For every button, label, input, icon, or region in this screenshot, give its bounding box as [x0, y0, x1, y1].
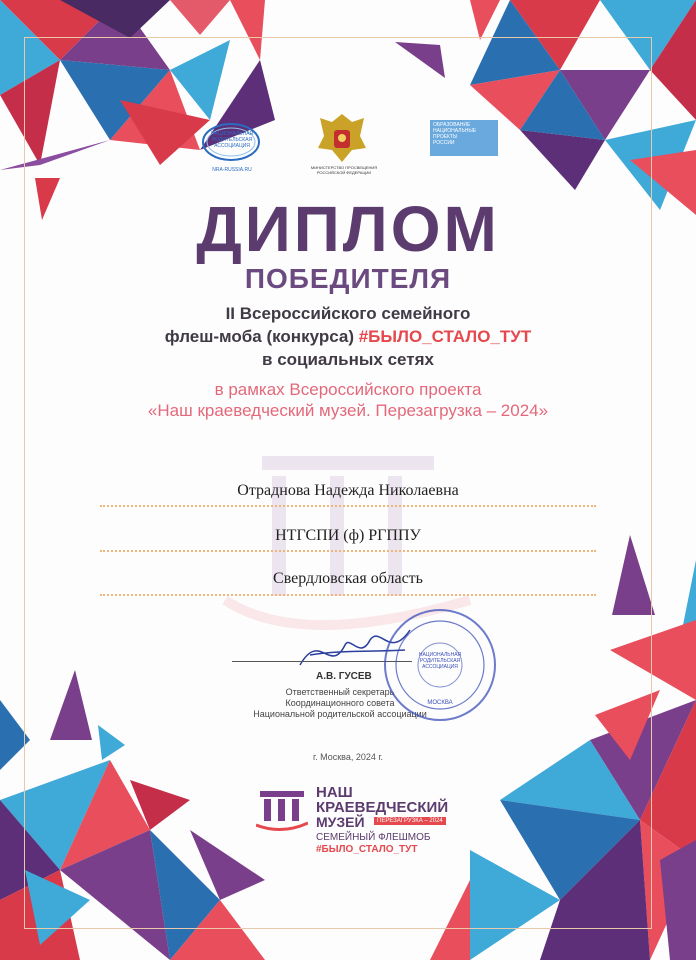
logo-line-2: КРАЕВЕДЧЕСКИЙ [316, 799, 449, 816]
seal-city: МОСКВА [427, 700, 453, 706]
signatory-name: А.В. ГУСЕВ [316, 671, 372, 682]
logo-line-1: НАШ [316, 784, 353, 801]
project-line-1: в рамках Всероссийского проекта [214, 380, 482, 399]
signatory-title-2: Координационного совета [285, 698, 395, 708]
city-date: г. Москва, 2024 г. [312, 752, 384, 762]
recipient-name: Отраднова Надежда Николаевна [237, 482, 459, 499]
event-line-2 [0, 327, 696, 347]
dotted-divider [100, 594, 596, 596]
event-line-3: в социальных сетях [262, 350, 434, 369]
logo-line-3: МУЗЕЙ [316, 814, 365, 830]
dotted-divider [100, 505, 596, 507]
signatory-title-1: Ответственный секретарь [285, 687, 395, 697]
logo-line-4: СЕМЕЙНЫЙ ФЛЕШМОБ [316, 832, 431, 843]
dotted-divider [100, 550, 596, 552]
recipient-organization: НТГСПИ (ф) РГППУ [275, 527, 421, 544]
event-hashtag: #БЫЛО_СТАЛО_ТУТ [358, 327, 532, 346]
museum-project-logo [256, 785, 456, 860]
museum-columns-icon [256, 789, 308, 833]
signatory-title-3: Национальной родительской ассоциации [253, 709, 427, 719]
ministry-emblem-icon [312, 108, 372, 188]
recipient-region: Свердловская область [273, 570, 423, 587]
logo-line-5: #БЫЛО_СТАЛО_ТУТ [316, 844, 418, 855]
logo-tag: ПЕРЕЗАГРУЗКА – 2024 [374, 817, 446, 825]
diploma-title: ДИПЛОМ [196, 193, 500, 265]
project-line-2: «Наш краеведческий музей. Перезагрузка – 2024» [147, 401, 549, 420]
diploma-subtitle: ПОБЕДИТЕЛЯ [244, 263, 452, 294]
national-projects-text: ОБРАЗОВАНИЕ НАЦИОНАЛЬНЫЕ ПРОЕКТЫ РОССИИ [433, 122, 477, 146]
event-line-2-text: флеш-моба (конкурса) [164, 327, 359, 346]
ministry-text: МИНИСТЕРСТВО ПРОСВЕЩЕНИЯ РОССИЙСКОЙ ФЕДЕРАЦИИ [310, 165, 378, 175]
seal-center-text: НАЦИОНАЛЬНАЯ РОДИТЕЛЬСКАЯ АССОЦИАЦИЯ [418, 652, 462, 670]
nra-logo-text: НАЦИОНАЛЬНАЯ РОДИТЕЛЬСКАЯ АССОЦИАЦИЯ [210, 131, 254, 149]
event-line-1: II Всероссийского семейного [225, 304, 471, 323]
nra-site: NRA-RUSSIA.RU [212, 167, 252, 173]
